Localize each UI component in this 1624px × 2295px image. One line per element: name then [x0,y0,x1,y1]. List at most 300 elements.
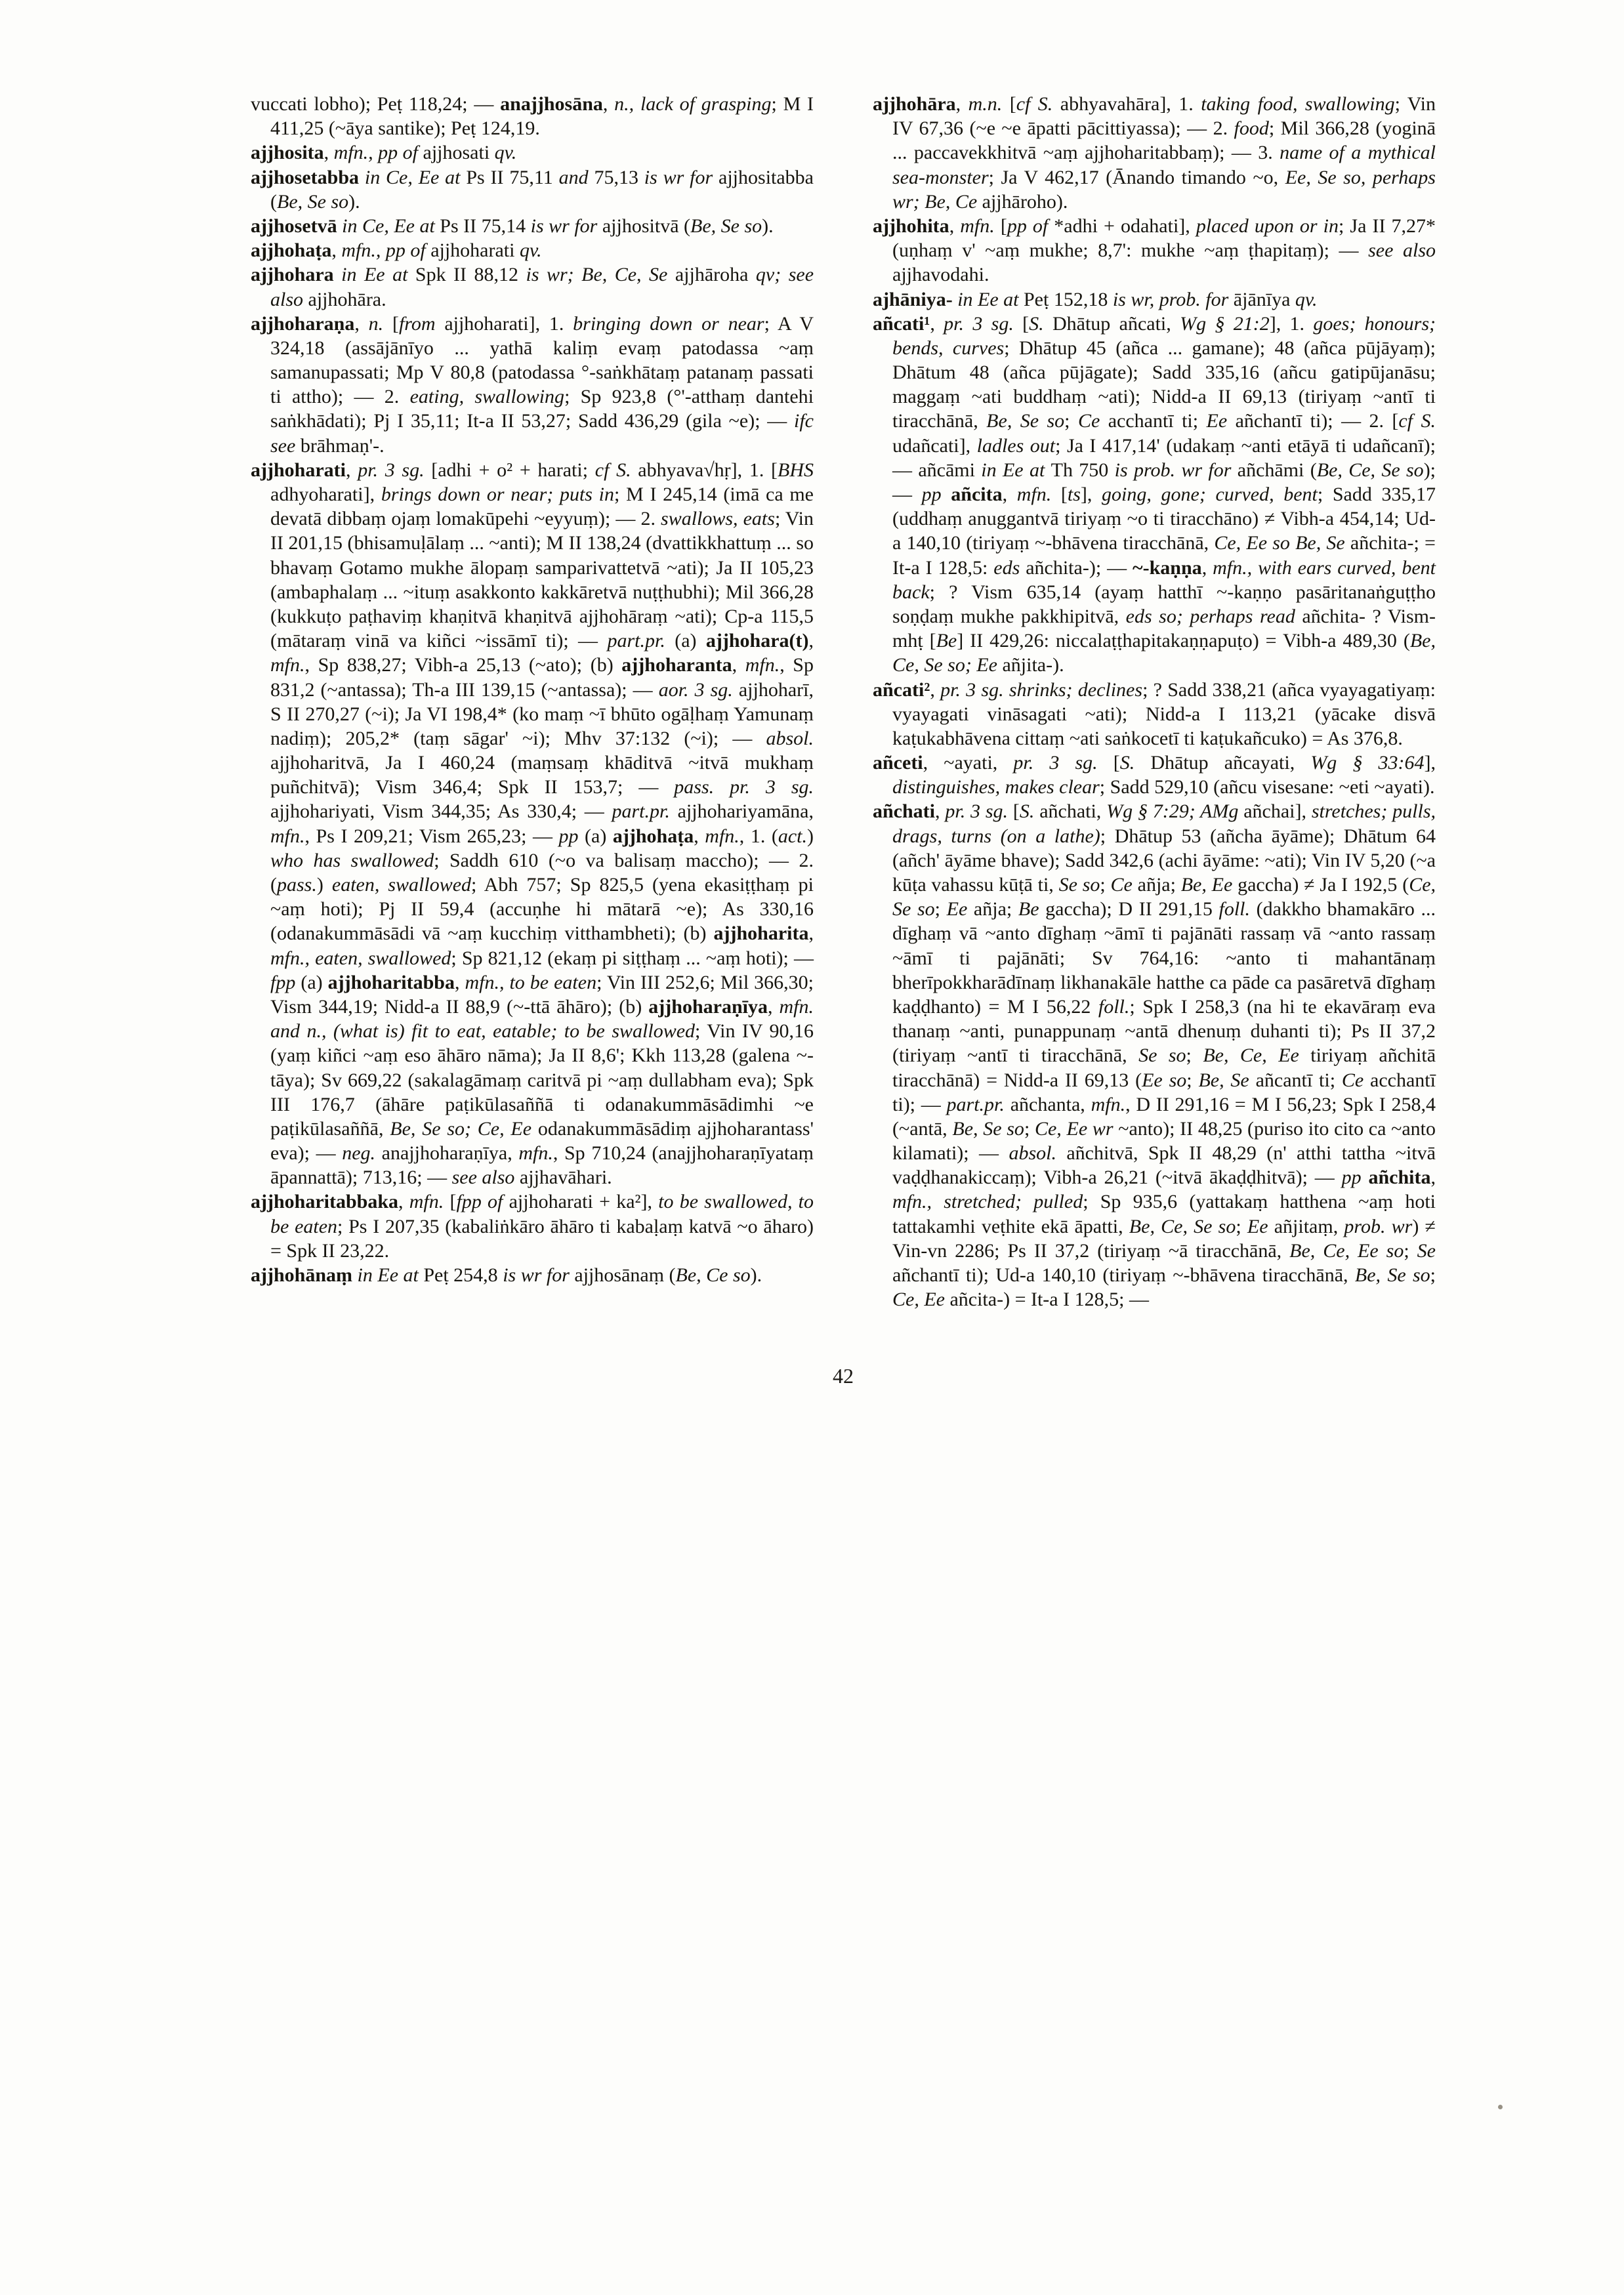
entry-text: odanakummāsādiṃ ajjhoharantass' eva); — [270,1117,814,1165]
entry-text: taking food, swallowing [1201,93,1395,115]
entry-text: ; Sp 821,12 (ekaṃ pi siṭṭhaṃ ... ~aṃ hoti); — [451,947,814,969]
entry-text: ; [1186,1044,1203,1067]
entry-text: Dhātup añcati, [1052,312,1180,335]
entry-text: gaccha) ≠ Ja I 192,5 ( [1238,874,1409,896]
dictionary-entry [873,751,1436,799]
entry-text: foll. [1218,898,1257,920]
entry-text: udañcati], [892,434,977,457]
entry-text: mfn. [705,825,739,847]
headword-text: ~-kaṇṇa [1133,556,1202,579]
entry-text: , [955,93,968,115]
page-number: 42 [833,1364,854,1388]
entry-text: añchantī ti); — 2. [ [1235,410,1399,432]
entry-text: cf S. [1398,410,1436,432]
entry-text: ; Dhātup 53 (añcha āyāme); Dhātum 64 (añch' āyāme bhave); Sadd 342,6 (achi āyāme: ~ati); Vin IV 5,20 (~a kūṭa vahassu kūṭā ti, [892,825,1436,896]
entry-text: , [602,93,615,115]
entry-text: bringing down or near [573,312,764,335]
entry-text: ; [1024,1117,1035,1140]
headword-text: añcati¹ [873,312,930,335]
entry-text: Be, Se [1198,1069,1256,1091]
entry-text: ; M I 411,25 (~āya santike); Peṭ 124,19. [270,93,814,140]
entry-text: act. [778,825,808,847]
headword-text: añchati [873,800,936,823]
entry-text: , [930,678,941,701]
entry-text: pass. [277,874,317,896]
entry-text: ; Sadd 529,10 (añcu visesane: ~eti ~ayati). [1099,776,1435,798]
entry-text: [ [1113,752,1120,774]
entry-text: ], [1080,484,1102,505]
entry-text: , [808,630,814,652]
entry-text: qv. [494,142,517,164]
entry-text: ajjhavāhari. [519,1167,612,1189]
entry-text: Ce, Ee so Be, Se [1214,532,1350,554]
entry-text: ; [934,898,947,920]
entry-text: pp [921,484,951,505]
entry-text: mfn., eaten, swallowed [270,947,451,969]
entry-text: pp [558,825,585,847]
entry-text: [ [1060,484,1068,505]
entry-text: stretches; pulls, drags, turns (on a lathe) [892,800,1436,847]
dictionary-entry [251,92,814,140]
entry-text: brāhmaṇ'-. [300,434,385,457]
entry-text: Ee [1206,410,1236,432]
entry-text: Be, Ce, Ee [1203,1044,1311,1067]
entry-text: Ee [946,898,974,920]
entry-text: ifc see [270,410,814,457]
entry-text: añchanta, [1010,1093,1091,1115]
entry-text: (dakkho bhamakāro ... dīghaṃ vā ~anto dīghaṃ ~āmī ti pajānāti rassaṃ vā ~anto rassaṃ ~āmī ti pajānāti; Sv 764,16: ~anto ti mahantānaṃ bherīpokkharādīnaṃ likhanakāle hatthe ca pāde ca pasāretvā dīghaṃ kaḍḍhanto) = M I 56,22 [892,898,1436,1018]
entry-text: part.pr. [946,1093,1010,1115]
entry-text: ], [1424,752,1436,774]
entry-text: Be, Ce, Se so; Ee [892,630,1436,676]
entry-text: ajjhosānaṃ ( [574,1264,676,1286]
entry-text: [ [1009,93,1016,115]
entry-text: to be swallowed, to be eaten [270,1191,814,1237]
entry-text: añchāmi ( [1237,459,1317,481]
entry-text: , [1002,484,1017,505]
entry-text: prob. wr [1344,1215,1413,1237]
entry-text: ] II 429,26: niccalaṭṭhapitakaṇṇapuṭo) = Vibh-a 489,30 ( [957,630,1410,652]
dictionary-entry [251,262,814,311]
entry-text: pr. 3 sg. [945,800,1013,823]
entry-text: ajjhohariyamāna, [677,800,814,823]
entry-text: *adhi + odahati], [1054,215,1196,237]
entry-text: , [732,654,745,676]
entry-text: ajjhāroho). [982,190,1068,213]
entry-text: ; Abh 757; Sp 825,5 (yena ekasiṭṭhaṃ pi ~aṃ hoti); Pj II 59,4 (accuṇhe hi mātarā ~e); As 330,16 (odanakummāsādi vā ~aṃ kucchiṃ vitthambheti); (b) [270,874,814,945]
entry-text: tiriyaṃ añchitā tiracchānā) = Nidd-a II 69,13 ( [892,1044,1436,1091]
dictionary-entry [251,1189,814,1263]
entry-text: Th 750 [1051,459,1115,481]
entry-text: vuccati lobho); Peṭ 118,24; — [251,93,501,115]
entry-text [352,1264,358,1286]
entry-text: m.n. [968,93,1010,115]
entry-text: going, gone; curved, bent [1102,484,1318,505]
entry-text: ; ? Sadd 338,21 (añca vyayagatiyaṃ: vyayagati vināsagati ~ati); Nidd-a I 113,21 (yācake disvā kaṭukabhāvena cittaṃ ~ati saṅkocetī ti kaṭukañcuko) = As 376,8. [892,678,1436,749]
entry-text: , 1. ( [739,825,778,847]
entry-text: in Ce, Ee at [364,166,467,188]
entry-text: Ce [1341,1069,1371,1091]
entry-text: , [949,215,961,237]
dictionary-entry [251,238,814,262]
entry-text: Ce [1077,410,1108,432]
entry-text: Ee [1247,1215,1274,1237]
entry-text: añcantī ti; [1255,1069,1342,1091]
entry-text: anajjhoharaṇīya, [381,1142,519,1165]
entry-text: mfn. [409,1191,450,1213]
page-content [251,92,1436,1388]
entry-text: aor. 3 sg. [658,678,739,701]
dictionary-entry [251,1263,814,1287]
entry-text: añchai], [1243,800,1312,823]
entry-text [334,264,341,285]
entry-text: Wg § 21:2 [1180,312,1270,335]
entry-text: añchita- ? Vism-mhṭ [ [892,605,1436,652]
scan-artifact-dot [1498,2105,1503,2109]
entry-text: gaccha); D II 291,15 [1045,898,1219,920]
entry-text: Ee, Se so, perhaps wr; Be, Ce [892,166,1436,213]
entry-text: pr. 3 sg. [358,459,432,481]
entry-text: mfn., stretched; pulled [892,1191,1083,1213]
entry-text: , [935,800,946,823]
headword-text: ajjhohaṭa [251,239,332,262]
entry-text: who has swallowed [270,849,434,871]
entry-text: Ee so [1142,1069,1187,1091]
headword-text: ajjhoharaṇīya [648,995,768,1018]
entry-text: qv. [1295,288,1318,310]
entry-text: n., lack of grasping [614,93,772,115]
entry-text: ajjhoharitvā, Ja I 460,24 (maṃsaṃ khāditvā ~itvā mukhaṃ puñchitvā); Vism 346,4; Spk II 153,7; — [270,752,814,798]
entry-text: Be, Se so [690,215,762,237]
entry-text: acchantī ti; [1108,410,1207,432]
headword-text: añcita [951,484,1003,505]
entry-text: ajjhositvā ( [602,215,690,237]
entry-text: añcita-) = It-a I 128,5; — [949,1289,1149,1311]
entry-text: adhyoharati], [270,484,381,505]
entry-text: Se [1417,1239,1436,1262]
entry-text: Ps II 75,11 [466,166,559,188]
entry-text: Ce, Ee [892,1289,950,1311]
entry-text: mfn., pp of [333,142,423,164]
dictionary-text-block [251,92,1436,1312]
entry-text: ajjhoharati [430,239,520,262]
dictionary-entry [251,214,814,238]
entry-text: name of a mythical sea-monster [892,142,1436,188]
entry-text: in Ce, Ee at [342,215,440,237]
entry-text: añja; [1137,874,1181,896]
entry-text: mfn. [1091,1093,1126,1115]
headword-text: anajjhosāna [500,93,603,115]
entry-text: añchati, [1039,800,1107,823]
entry-text: n. [368,312,392,335]
entry-text: mfn. [960,215,1001,237]
entry-text: abhyava√hṛ], 1. [ [638,459,778,481]
entry-text: ajjhoharī, S II 270,27 (~i); Ja VI 198,4* (ko maṃ ~ī bhūto ogāḷhaṃ Yamunaṃ nadiṃ); 205,2* (taṃ sāgar' ~i); Mhv 37:132 (~i); — [270,678,814,749]
dictionary-entry [873,92,1436,214]
entry-text: S. [1019,800,1040,823]
entry-text: and [558,166,594,188]
entry-text: ; [1430,1264,1436,1286]
entry-text: food [1234,117,1269,140]
entry-text: , [1430,1167,1436,1189]
entry-text: ajjhoharati], 1. [444,312,573,335]
entry-text: , [398,1191,409,1213]
dictionary-entry [251,140,814,165]
entry-text: ; [1100,874,1111,896]
headword-text: añchita [1368,1167,1431,1189]
entry-text: Be, Se so; Ce, Ee [390,1117,538,1140]
entry-text: , [323,142,334,164]
entry-text: in Ee at [981,459,1051,481]
entry-text: Be, Ce so [675,1264,751,1286]
entry-text: , D II 291,16 = M I 56,23; Spk I 258,4 (~antā, [892,1093,1436,1140]
entry-text: qv. [519,239,542,262]
entry-text: , Sp 831,2 (~antassa); Th-a III 139,15 (~antassa); — [270,654,814,701]
entry-text: ). [348,190,360,213]
entry-text: Be, Ce, Se so [1129,1215,1236,1237]
dictionary-entry [873,678,1436,751]
entry-text: añjitaṃ, [1274,1215,1344,1237]
entry-text: fpp of [456,1191,509,1213]
entry-text: [adhi + o² + harati; [431,459,595,481]
entry-text: foll. [1098,995,1130,1018]
headword-text: añceti [873,752,923,774]
entry-text: in Ee at [341,264,415,286]
entry-text: ; Sadd 335,17 (uddhaṃ anuggantvā tiriyaṃ ~o ti tiracchāno) ≠ Vibh-a 454,14; Ud-a 140,10 (tiriyaṃ ~-bhāvena tiracchānā, [892,484,1436,554]
entry-text: ts [1067,484,1081,505]
entry-text: , Ps I 209,21; Vism 265,23; — [304,825,559,847]
entry-text: ) ≠ Vin-vn 2286; Ps II 37,2 (tiriyaṃ ~ā tiracchānā, [892,1215,1436,1262]
entry-text: añchita-; = It-a I 128,5: [892,532,1436,579]
entry-text: Be, Se so [1354,1264,1430,1286]
entry-text: , [354,312,369,335]
entry-text: ; Sp 935,6 (yattakaṃ hatthena ~aṃ hoti tattakamhi veṭhite ekā āpatti, [892,1191,1436,1237]
entry-text: añchita-); — [1026,556,1133,579]
entry-text: mfn., to be eaten [465,971,597,993]
entry-text: pass. pr. 3 sg. [674,776,814,798]
entry-text: see also [451,1167,520,1189]
entry-text: qv; see also [270,264,814,310]
dictionary-entry [873,214,1436,287]
entry-text: Wg § 7:29; AMg [1106,800,1244,823]
entry-text: ) [316,874,332,896]
entry-text: , [1201,556,1213,579]
entry-text: ], 1. [1269,312,1314,335]
dictionary-entry [873,312,1436,678]
entry-text: añchantī ti); Ud-a 140,10 (tiriyaṃ ~-bhāvena tiracchānā, [892,1264,1355,1286]
entry-text: ājānīya [1233,288,1295,310]
dictionary-entry [251,165,814,214]
entry-text: ; M I 245,14 (imā ca me devatā dibbaṃ ojaṃ lomakūpehi ~eyyuṃ); — 2. [270,484,814,530]
entry-text: pp of [1007,215,1054,237]
entry-text: part.pr. [612,800,678,823]
dictionary-entry [873,799,1436,1312]
entry-text: Ce, Ee wr [1034,1117,1119,1140]
entry-text: (a) [301,971,328,993]
entry-text: Be, Se so [986,410,1065,432]
headword-text: ajjhohāra [873,93,956,115]
headword-text: ajjhohānaṃ [251,1264,353,1286]
entry-text: Ps II 75,14 [440,215,531,237]
entry-text: (a) [675,630,706,652]
entry-text: ) [807,825,814,847]
entry-text: in Ee at [357,1264,424,1286]
entry-text: see also [1368,239,1436,262]
entry-text: eds [993,556,1026,579]
entry-text: , Sp 838,27; Vibh-a 25,13 (~ato); (b) [304,654,622,676]
entry-text: ; Dhātup 45 (añca ... gamane); 48 (añca pūjāyaṃ); Dhātum 48 (añca pūjāgate); Sadd 335,16 (añcu gatipūjanāsu; maggaṃ ~ati buddhaṃ ~ati); Nidd-a II 69,13 (tiriyaṃ ~antī ti tiracchānā, [892,337,1436,432]
entry-text: distinguishes, makes clear [892,776,1100,798]
entry-text: ; [1064,410,1078,432]
entry-text [359,167,365,188]
entry-text: ; ? Vism 635,14 (ayaṃ hatthī ~-kaṇṇo pasāritanaṅguṭṭho soṇḍaṃ mukhe pakkhipitvā, [892,581,1436,627]
entry-text: S. [1119,752,1151,774]
entry-text: part.pr. [607,630,675,652]
headword-text: ajjhoharati [251,459,346,481]
entry-text: BHS [778,459,814,481]
entry-text: [ [1000,215,1007,237]
headword-text: ajjhosetabba [251,166,360,188]
headword-text: ajjhohaṭa [612,825,694,847]
entry-text: Dhātup añcayati, [1150,752,1311,774]
dictionary-entry [873,287,1436,312]
entry-text: pr. 3 sg. [944,312,1023,335]
entry-text: ; Ja I 417,14' (udakaṃ ~anti etāyā ti udañcanī); — añcāmi [892,434,1436,481]
entry-text: is wr, prob. for [1112,288,1234,310]
entry-text: , ~ayati, [923,752,1014,774]
entry-text: ; Sp 923,8 (°'-atthaṃ dantehi saṅkhādati); Pj I 35,11; It-a II 53,27; Sadd 436,29 (gila ~e); — [270,386,814,432]
entry-text: absol. [1009,1142,1067,1165]
entry-text: is prob. wr for [1114,459,1238,481]
headword-text: ajjhosetvā [251,215,337,237]
entry-text: goes; honours; bends, curves [892,312,1436,359]
entry-text: is wr; Be, Ce, Se [526,264,675,286]
headword-text: ajjhohara [251,264,334,286]
entry-text: ajjhoharati + ka²], [509,1191,659,1213]
entry-text: ; Saddh 610 (~o va balisaṃ maccho); — 2. ( [270,849,814,896]
entry-text: pr. 3 sg. shrinks; declines [940,678,1143,701]
entry-text: absol. [766,727,814,749]
headword-text: ajjhoharita [713,922,809,945]
entry-text: , Sp 710,24 (anajjhoharaṇīyataṃ āpannattā); 713,16; — [270,1142,814,1189]
entry-text: neg. [342,1142,382,1165]
entry-text: mfn., pp of [341,239,431,262]
entry-text: [ [1012,800,1020,823]
entry-text: brings down or near; puts in [381,484,615,505]
entry-text: (a) [585,825,613,847]
entry-text: ; Ja V 462,17 (Ānando timando ~o, [988,166,1285,188]
entry-text: añchitvā, Spk II 48,29 (n' atthi tattha ~itvā vaḍḍhanakiccaṃ); Vibh-a 26,21 (~itvā ākaḍḍhitvā); — [892,1142,1436,1189]
headword-text: ajjhoharitabbaka [251,1191,399,1213]
entry-text: is wr for [503,1264,575,1286]
entry-text: Be, Ce, Se so [1316,459,1424,481]
entry-text: , [346,459,358,481]
entry-text: cf S. [1016,93,1060,115]
entry-text: swallows, eats [661,508,775,530]
entry-text: pr. 3 sg. [1013,752,1114,774]
entry-text: ladles out [976,434,1056,457]
entry-text: añjita-). [1002,654,1064,676]
entry-text: Be, Se so [952,1117,1024,1140]
entry-text: ; Vin IV 90,16 (yaṃ kiñci ~aṃ eso āhāro nāma); Ja II 8,6'; Kkh 113,28 (galena ~-tāya); Sv 669,22 (sakalagāmaṃ caritvā pi ~aṃ dullabham eva); Spk III 176,7 (āhāre paṭikūlasaññā ti odanakummāsādimhi ~e paṭikūlasaññā, [270,1020,814,1140]
entry-text: Wg § 33:64 [1310,752,1425,774]
column-left [251,92,814,1312]
entry-text: placed upon or in [1196,215,1339,237]
entry-text: ; Vin IV 67,36 (~e ~e āpatti pācittiyassa); — 2. [892,93,1436,140]
entry-text: ; [1236,1215,1247,1237]
entry-text: Spk II 88,12 [415,264,526,286]
entry-text: eds so; perhaps read [1125,605,1302,627]
entry-text: mfn. [518,1142,553,1165]
entry-text: cf S. [594,459,638,481]
headword-text: ajjhoharaṇa [251,312,355,335]
entry-text: Peṭ 152,18 [1024,288,1113,310]
headword-text: ajjhosita [251,142,324,164]
entry-text: fpp [270,971,301,993]
entry-text: ; Spk I 258,3 (na hi te ekavāraṃ eva thanaṃ ~anti, punappunaṃ ~antā dhenuṃ duhanti ti); Ps II 37,2 (tiriyaṃ ~antī ti tiracchānā, [892,995,1436,1067]
entry-text: ). [762,215,774,237]
entry-text: mfn. [745,654,780,676]
entry-text: S. [1029,312,1052,335]
entry-text: , [930,312,944,335]
headword-text: ajjhohita [873,215,949,237]
entry-text: Se so [1138,1044,1186,1067]
headword-text: ajjhoharitabba [327,971,455,993]
entry-text: ; Vin III 252,6; Mil 366,30; Vism 344,19; Nidd-a II 88,9 (~-ttā āhāro); (b) [270,971,814,1018]
entry-text: ; Ps I 207,35 (kabaliṅkāro āhāro ti kabaḷaṃ katvā ~o āharo) = Spk II 23,22. [270,1215,814,1262]
entry-text: mfn. [270,654,305,676]
entry-text: , [454,971,465,993]
entry-text: mfn. [270,825,305,847]
entry-text: , [331,239,342,262]
entry-text: Peṭ 254,8 [423,1264,503,1286]
entry-text: ; A V 324,18 (assājānīyo ... yathā kaliṃ evaṃ patodassa ~aṃ samanupassati; Mp V 80,8 (patodassa °-saṅkhātaṃ patanaṃ passati ti attho); — 2. [270,312,814,408]
entry-text: is wr for [530,215,602,237]
entry-text: mfn. and n., (what is) fit to eat, eatable; to be swallowed [270,995,814,1043]
entry-text: pp [1341,1167,1369,1189]
entry-text: ~anto); II 48,25 (puriso ito cito ca ~anto kilamati); — [892,1117,1436,1165]
entry-text: Be, Ce, Ee so [1289,1239,1404,1262]
entry-text: Ce [1110,874,1138,896]
entry-text: ; Ja II 7,27* (uṇhaṃ v' ~aṃ mukhe; 8,7': mukhe ~aṃ ṭhapitaṃ); — [892,215,1436,262]
entry-text: ; Mil 366,28 (yoginā ... paccavekkhitvā ~aṃ ajjhoharitabbaṃ); — 3. [892,117,1436,164]
entry-text: Se so [1058,874,1100,896]
dictionary-entry [251,312,814,458]
headword-text: ajjhohara(t) [705,630,809,652]
entry-text: Be, Ee [1180,874,1238,896]
entry-text: , [694,825,705,847]
entry-text: 75,13 [594,166,644,188]
entry-text: Be [936,630,957,652]
dictionary-entry [251,458,814,1190]
entry-text: in Ee at [957,288,1024,310]
entry-text: ajjhosati [423,142,495,164]
entry-text: ajjhāroha [675,264,756,286]
entry-text: mfn. [1016,484,1061,505]
entry-text: eating, swallowing [409,386,565,408]
entry-text: abhyavahāra], 1. [1060,93,1201,115]
headword-text: ajjhoharanta [621,654,732,676]
entry-text: acchantī ti); — [892,1069,1436,1115]
entry-text: ). [750,1264,762,1286]
entry-text: ajjhohariyati, Vism 344,35; As 330,4; — [270,800,612,823]
headword-text: añcati² [873,678,930,701]
entry-text: [ [449,1191,457,1213]
entry-text: añja; [973,898,1018,920]
entry-text: from [398,312,445,335]
entry-text: ajjhohāra. [308,288,386,310]
column-right [873,92,1436,1312]
